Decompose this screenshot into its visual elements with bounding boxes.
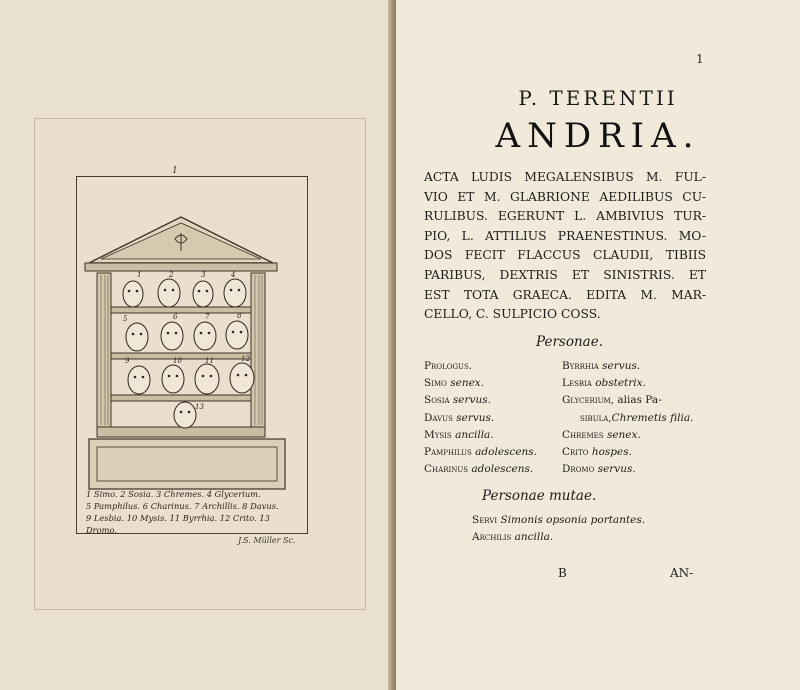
play-title: ANDRIA. bbox=[495, 116, 701, 156]
mask-5 bbox=[126, 323, 148, 351]
cast-list-left bbox=[424, 358, 537, 478]
mask-number: 10 bbox=[173, 357, 182, 365]
engraver-signature: J.S. Müller Sc. bbox=[238, 536, 296, 545]
cast-entry: Chremes senex. bbox=[562, 428, 641, 441]
cast-list-right bbox=[562, 358, 693, 478]
mask-number: 12 bbox=[241, 355, 250, 363]
mask-number: 1 bbox=[137, 271, 142, 279]
right-column bbox=[251, 273, 265, 427]
didascalia-line: DOS FECIT FLACCUS CLAUDII, TIBIIS bbox=[424, 248, 706, 263]
mask-number: 11 bbox=[205, 357, 214, 365]
cast-entry: Dromo servus. bbox=[562, 463, 636, 476]
didascalia-line: VIO ET M. GLABRIONE AEDILIBUS CU- bbox=[424, 189, 706, 204]
mask-number: 13 bbox=[195, 403, 204, 411]
mask-11 bbox=[195, 364, 219, 394]
mask-number: 6 bbox=[173, 313, 178, 321]
mask-8 bbox=[226, 321, 248, 349]
mask-13 bbox=[174, 402, 196, 428]
cast-entry: Byrrhia servus. bbox=[562, 360, 641, 372]
author-heading: P. TERENTII bbox=[518, 86, 678, 110]
left-column bbox=[97, 273, 111, 427]
mask-number: 9 bbox=[125, 357, 130, 365]
mask-6 bbox=[161, 322, 183, 350]
mask-number: 3 bbox=[201, 271, 206, 279]
legend-line: 5 Pamphilus. 6 Charinus. 7 Archillis. 8 Davus. bbox=[86, 501, 279, 511]
left-page bbox=[0, 0, 392, 690]
mask-10 bbox=[162, 365, 184, 393]
legend-line: 9 Lesbia. 10 Mysis. 11 Byrrhia. 12 Crito. 13 Dromo. bbox=[86, 513, 270, 535]
mask-4 bbox=[224, 279, 246, 307]
cast-entry: Prologus. bbox=[424, 360, 473, 372]
plinth bbox=[89, 439, 285, 489]
signature-mark: B bbox=[558, 566, 567, 580]
cast-entry: Charinus adolescens. bbox=[424, 463, 534, 476]
engraving-plate bbox=[76, 176, 308, 534]
didascalia-line: EST TOTA GRAECA. EDITA M. MAR- bbox=[424, 287, 706, 302]
cast-entry: Davus servus. bbox=[424, 411, 495, 424]
cast-entry: Simo senex. bbox=[424, 377, 485, 390]
personae-heading: Personae. bbox=[536, 334, 603, 350]
didascalia-line: PARIBUS, DEXTRIS ET SINISTRIS. ET bbox=[424, 267, 706, 282]
mask-7 bbox=[194, 322, 216, 350]
didascalia-line: PIO, L. ATTILIUS PRAENESTINUS. MO- bbox=[424, 228, 706, 243]
mask-number: 2 bbox=[169, 271, 174, 279]
didascalia-paragraph bbox=[424, 168, 706, 325]
cast-entry: Lesbia obstetrix. bbox=[562, 377, 646, 390]
cast-entry: sibula,Chremetis filia. bbox=[580, 411, 694, 424]
mutae-list bbox=[472, 512, 645, 546]
catchword: AN- bbox=[670, 566, 694, 580]
mask-number: 5 bbox=[123, 315, 128, 323]
cast-entry: Crito hospes. bbox=[562, 446, 632, 459]
mask-3 bbox=[193, 281, 213, 307]
page-number: 1 bbox=[696, 52, 704, 66]
didascalia-line: RULIBUS. EGERUNT L. AMBIVIUS TUR- bbox=[424, 209, 706, 224]
cast-entry: Archilis ancilla. bbox=[472, 531, 554, 544]
plate-legend bbox=[86, 488, 302, 536]
cast-entry: Pamphilus adolescens. bbox=[424, 446, 538, 459]
mutae-heading: Personae mutae. bbox=[482, 488, 597, 504]
mask-shelf-engraving bbox=[77, 177, 307, 533]
mask-number: 4 bbox=[231, 271, 236, 279]
mask-1 bbox=[123, 281, 143, 307]
cast-entry: Servi Simonis opsonia portantes. bbox=[472, 514, 646, 526]
mask-9 bbox=[128, 366, 150, 394]
plate-number: 1 bbox=[172, 166, 178, 176]
didascalia-line: ACTA LUDIS MEGALENSIBUS M. FUL- bbox=[424, 170, 706, 184]
cast-entry: Glycerium, alias Pa- bbox=[562, 394, 662, 407]
legend-line: 1 Simo. 2 Sosia. 3 Chremes. 4 Glycerium. bbox=[86, 489, 261, 499]
mask-12 bbox=[230, 363, 254, 393]
mask-number: 8 bbox=[237, 312, 242, 320]
cast-entry: Mysis ancilla. bbox=[424, 428, 494, 441]
mask-2 bbox=[158, 279, 180, 307]
cast-entry: Sosia servus. bbox=[424, 394, 491, 407]
didascalia-line: CELLO, C. SULPICIO COSS. bbox=[424, 307, 601, 322]
mask-number: 7 bbox=[205, 313, 210, 321]
